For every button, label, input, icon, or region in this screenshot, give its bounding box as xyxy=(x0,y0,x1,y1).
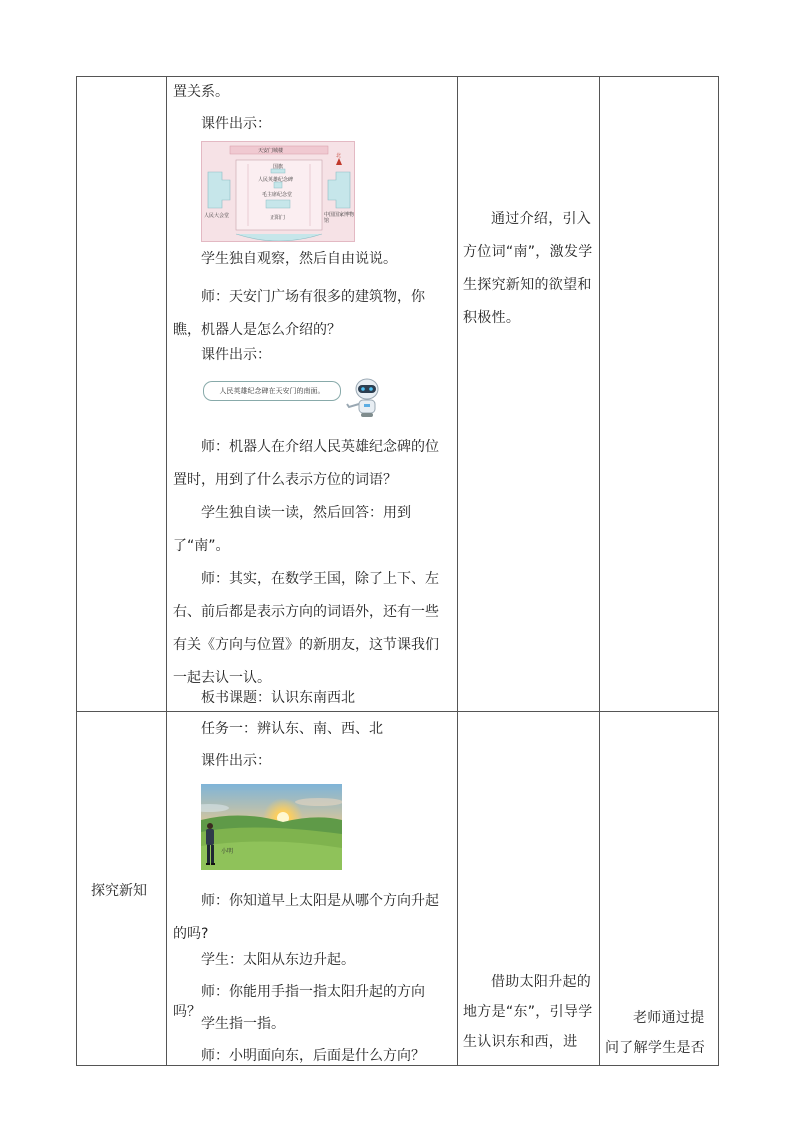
r2-eval: 老师通过提问了解学生是否 xyxy=(605,1010,706,1056)
r1-p5: 课件出示： xyxy=(201,347,271,363)
r1-p2: 课件出示： xyxy=(201,116,271,132)
sunrise-image xyxy=(201,784,342,870)
tiananmen-map xyxy=(201,141,355,242)
r1-p4: 师：天安门广场有很多的建筑物，你瞧，机器人是怎么介绍的？ xyxy=(173,289,425,338)
map-label-flag: 国旗 xyxy=(273,164,284,170)
image-label-xiaoming: 小明 xyxy=(221,848,234,855)
r1-p8: 师：其实，在数学王国，除了上下、左右、前后都是表示方向的词语外，还有一些有关《方向与位置》的新朋友，这节课我们一起去认一认。 xyxy=(173,571,439,686)
map-label-west: 人民大会堂 xyxy=(204,213,230,219)
r1-p3: 学生独自观察，然后自由说说。 xyxy=(201,251,397,267)
map-label-monument: 人民英雄纪念碑 xyxy=(258,177,294,183)
r2-p3: 师：你知道早上太阳是从哪个方向升起的吗? xyxy=(173,893,439,942)
r2-p7: 师：小明面向东，后面是什么方向？ xyxy=(201,1048,425,1064)
map-label-memorial: 毛主席纪念堂 xyxy=(262,192,293,198)
lesson-table xyxy=(76,76,719,1066)
robot-icon xyxy=(345,377,385,419)
r1-p9: 板书课题：认识东南西北 xyxy=(201,690,355,706)
robot-speech-bubble: 人民英雄纪念碑在天安门的南面。 xyxy=(203,381,341,401)
map-label-north: 北 xyxy=(336,153,342,159)
r1-p1: 置关系。 xyxy=(173,84,229,100)
map-label-east: 中国国家博物馆 xyxy=(324,212,355,224)
r2-intent: 借助太阳升起的地方是“东”，引导学生认识东和西，进 xyxy=(463,974,593,1050)
r2-p2: 课件出示： xyxy=(201,753,271,769)
r1-intent: 通过介绍，引入方位词“南”，激发学生探究新知的欲望和积极性。 xyxy=(463,211,593,326)
r2-p4: 学生：太阳从东边升起。 xyxy=(201,952,355,968)
r1-p6: 师：机器人在介绍人民英雄纪念碑的位置时，用到了什么表示方位的词语？ xyxy=(173,439,439,488)
r1-p7: 学生独自读一读，然后回答：用到了“南”。 xyxy=(173,505,411,554)
r2-p5: 师：你能用手指一指太阳升起的方向吗？ xyxy=(173,984,425,1020)
r2-p6: 学生指一指。 xyxy=(201,1016,285,1032)
r2-p1: 任务一：辨认东、南、西、北 xyxy=(201,721,383,737)
map-label-gate: 正阳门 xyxy=(270,215,286,221)
map-label-top: 天安门城楼 xyxy=(258,148,284,154)
stage-label: 探究新知 xyxy=(91,883,147,899)
